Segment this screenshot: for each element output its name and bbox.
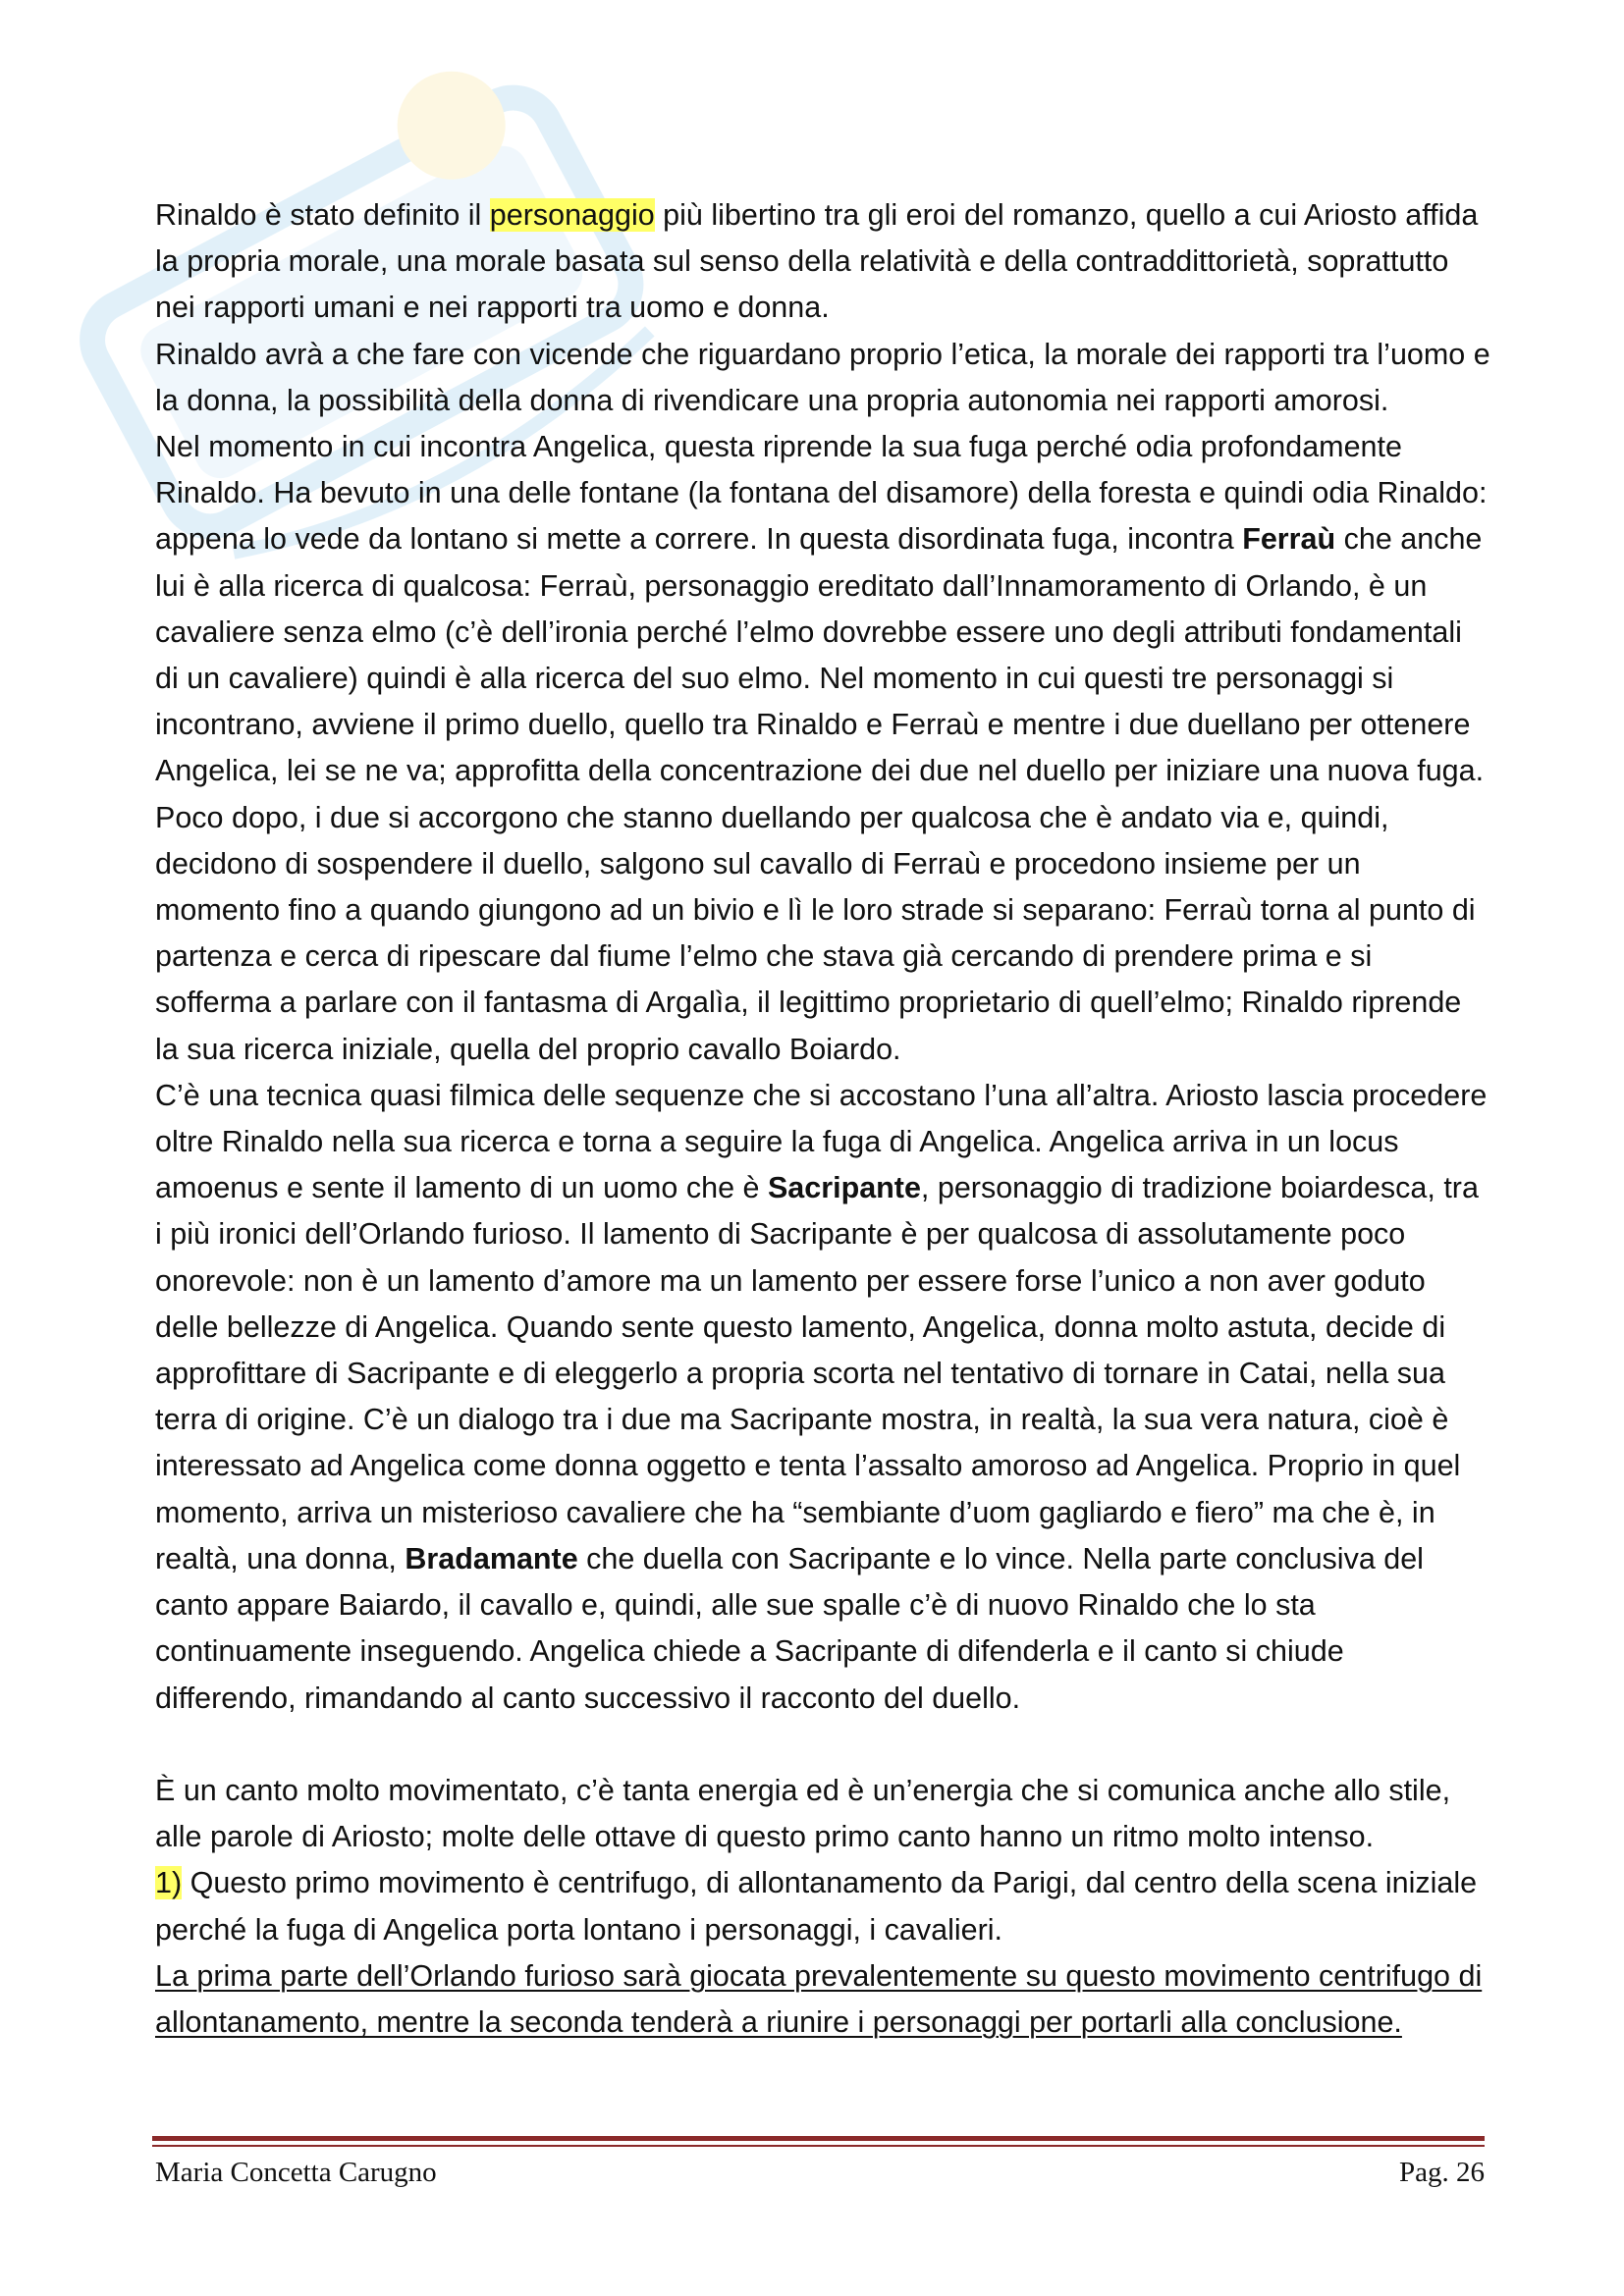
footer-divider-thick [152, 2136, 1485, 2141]
paragraph-rinaldo-intro [155, 192, 1490, 332]
paragraph-angelica-flight [155, 424, 1490, 1073]
paragraph-gap [155, 1722, 1490, 1768]
paragraph-rinaldo-intro-part3: più libertino tra gli eroi del romanzo, quello a cui Ariosto affida la propria morale, una morale basata sul senso della relatività e della contraddittorietà, soprattutto nei rapporti umani e nei rapporti tra uomo e donna. [155, 198, 1479, 325]
bold-name-sacripante: Sacripante [767, 1171, 921, 1205]
paragraph-centrifugal-movement [155, 1860, 1490, 1952]
paragraph-rinaldo-ethics: Rinaldo avrà a che fare con vicende che riguardano proprio l’etica, la morale dei rapporti tra l’uomo e la donna, la possibilità della donna di rivendicare una propria autonomia nei rapporti amorosi. [155, 337, 1490, 417]
footer-page-number: Pag. 26 [1399, 2157, 1485, 2188]
paragraph-rinaldo-intro-part1: Rinaldo è stato definito il [155, 198, 490, 232]
paragraph-underlined-conclusion: La prima parte dell’Orlando furioso sarà giocata prevalentemente su questo movimento centrifugo di allontanamento, mentre la seconda tenderà a riunire i personaggi per portarli alla conclusione. [155, 1958, 1483, 2039]
paragraph-sacripante-part1: C’è una tecnica quasi filmica delle sequenze che si accostano l’una all’altra. Ariosto lascia procedere oltre Rinaldo nella sua ricerca e torna a seguire la fuga di Angelica. Angelica arriva in un locus amoenus e sente il lamento di un uomo che è [155, 1078, 1488, 1205]
paragraph-sacripante-part3: che duella con Sacripante e lo vince. Nella parte conclusiva del canto appare Baiardo, il cavallo e, quindi, alle sue spalle c’è di nuovo Rinaldo che lo sta continuamente inseguendo. Angelica chiede a Sacripante di difenderla e il canto si chiude differendo, rimandando al canto successivo il racconto del duello. [155, 1541, 1424, 1715]
paragraph-angelica-flight-part2: che anche lui è alla ricerca di qualcosa: Ferraù, personaggio ereditato dall’Innamoramento di Orlando, è un cavaliere senza elmo (c’è dell’ironia perché l’elmo dovrebbe essere uno degli attributi fondamentali di un cavaliere) quindi è alla ricerca del suo elmo. Nel momento in cui questi tre personaggi si incontrano, avviene il primo duello, quello tra Rinaldo e Ferraù e mentre i due duellano per ottenere Angelica, lei se ne va; approfitta della concentrazione dei due nel duello per iniziare una nuova fuga. Poco dopo, i due si accorgono che stanno duellando per qualcosa che è andato via e, quindi, decidono di sospendere il duello, salgono sul cavallo di Ferraù e procedono insieme per un momento fino a quando giungono ad un bivio e lì le loro strade si separano: Ferraù torna al punto di partenza e cerca di ripescare dal fiume l’elmo che stava già cercando di prendere prima e si sofferma a parlare con il fantasma di Argalìa, il legittimo proprietario di quell’elmo; Rinaldo riprende la sua ricerca iniziale, quella del proprio cavallo Boiardo. [155, 522, 1485, 1066]
bold-name-bradamante: Bradamante [405, 1541, 578, 1575]
paragraph-sacripante-part2: , personaggio di tradizione boiardesca, tra i più ironici dell’Orlando furioso. Il lamento di Sacripante è per qualcosa di assolutamente poco onorevole: non è un lamento d’amore ma un lamento per essere forse l’unico a non aver goduto delle bellezze di Angelica. Quando sente questo lamento, Angelica, donna molto astuta, decide di approfittare di Sacripante e di eleggerlo a propria scorta nel tentativo di tornare in Catai, nella sua terra di origine. C’è un dialogo tra i due ma Sacripante mostra, in realtà, la sua vera natura, cioè è interessato ad Angelica come donna oggetto e tenta l’assalto amoroso ad Angelica. Proprio in quel momento, arriva un misterioso cavaliere che ha “sembiante d’uom gagliardo e fiero” ma che è, in realtà, una donna, [155, 1171, 1479, 1575]
paragraph-canto-energy: È un canto molto movimentato, c’è tanta energia ed è un’energia che si comunica anche allo stile, alle parole di Ariosto; molte delle ottave di questo primo canto hanno un ritmo molto intenso. [155, 1773, 1451, 1854]
highlighted-word: personaggio [489, 198, 655, 232]
numbered-marker: 1) [155, 1866, 183, 1900]
footer-author: Maria Concetta Carugno [155, 2157, 437, 2188]
footer-divider-thin [152, 2145, 1485, 2147]
paragraph-sacripante [155, 1073, 1490, 1722]
paragraph-angelica-flight-part1: Nel momento in cui incontra Angelica, questa riprende la sua fuga perché odia profondamente Rinaldo. Ha bevuto in una delle fontane (la fontana del disamore) della foresta e quindi odia Rinaldo: appena lo vede da lontano si mette a correre. In questa disordinata fuga, incontra [155, 430, 1488, 557]
paragraph-centrifugal-text: Questo primo movimento è centrifugo, di allontanamento da Parigi, dal centro della scena iniziale perché la fuga di Angelica porta lontano i personaggi, i cavalieri. [155, 1866, 1478, 1947]
document-body [155, 192, 1490, 2046]
bold-name-ferrau: Ferraù [1242, 522, 1336, 557]
